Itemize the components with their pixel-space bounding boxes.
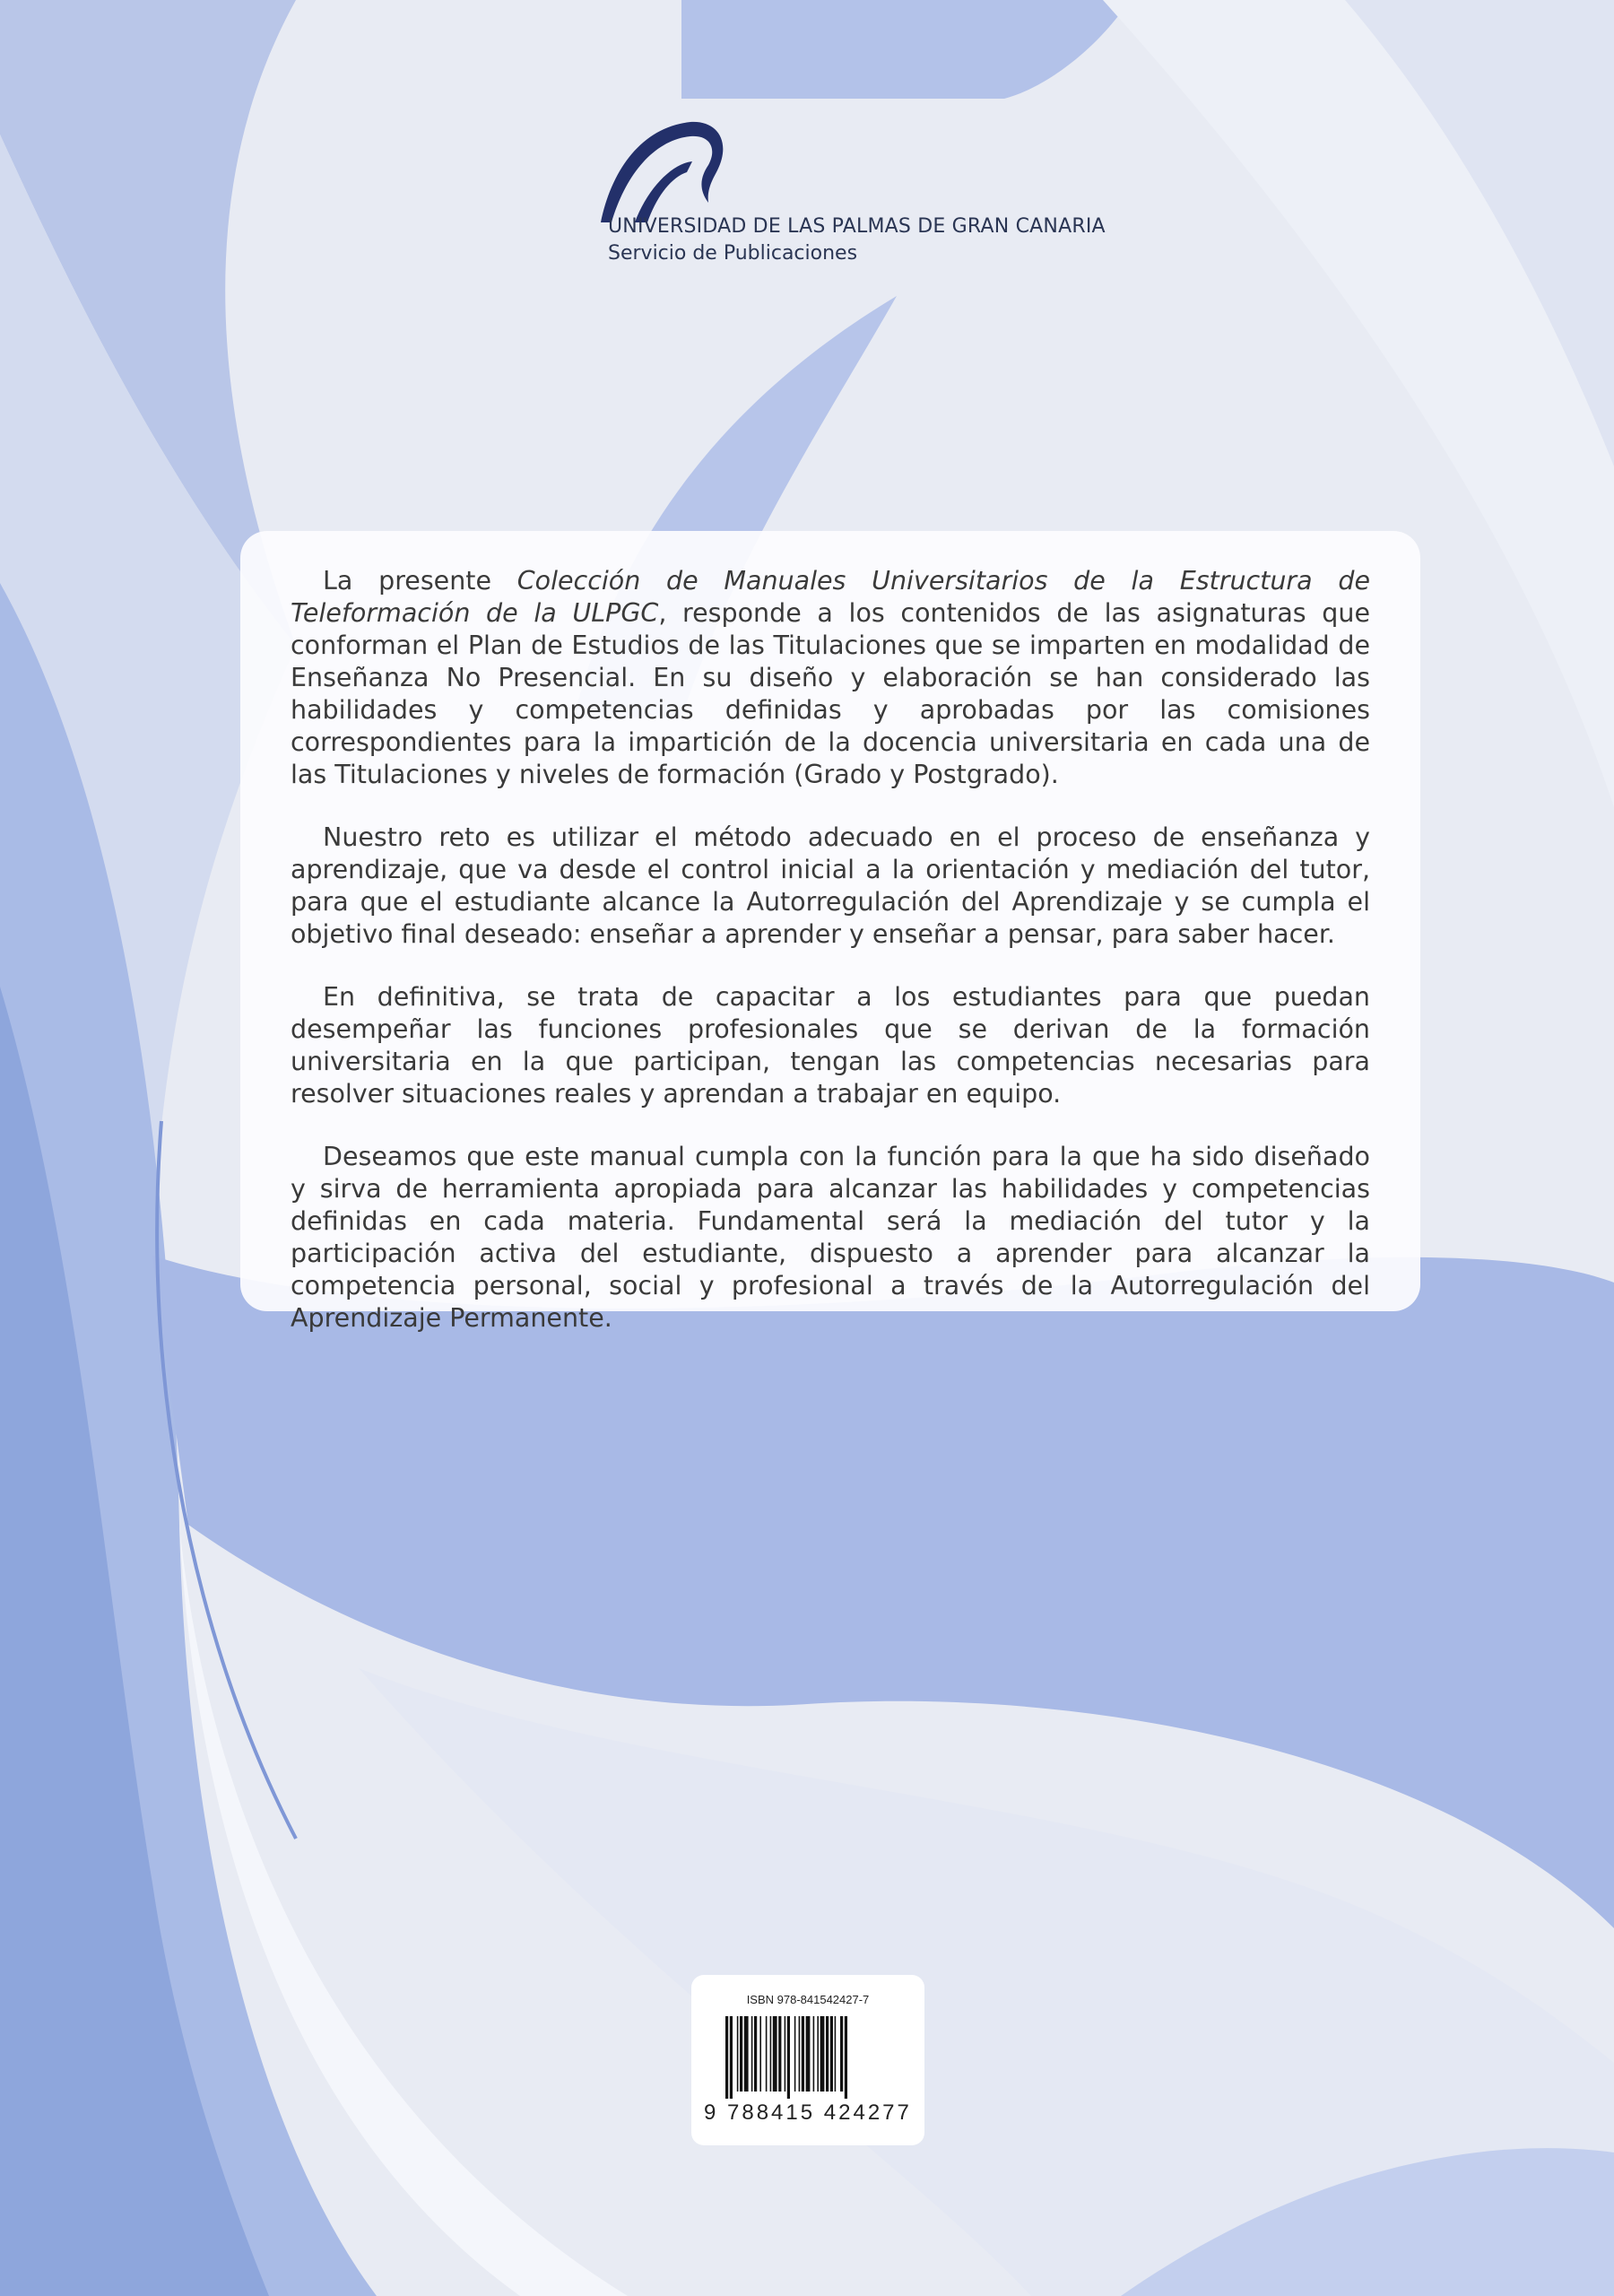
barcode-bar	[806, 2016, 811, 2092]
description-paragraph-3: En definitiva, se trata de capacitar a los estudiantes para que puedan desempeñar las funciones profesionales que se derivan de la formación universitaria en la que participan, tengan las competencias necesarias para resolver situaciones reales y aprendan a trabajar en equipo.	[291, 982, 1370, 1109]
paragraph-1-intro: La presente	[323, 566, 517, 596]
collection-title: Colección de Manuales Universitarios de la Estructura de Teleformación de la ULPGC	[291, 566, 1370, 628]
barcode-bar	[778, 2016, 781, 2092]
barcode-icon	[724, 2016, 912, 2099]
description-paragraph-2: Nuestro reto es utilizar el método adecuado en el proceso de enseñanza y aprendizaje, que va desde el control inicial a la orientación y mediación del tutor, para que el estudiante alcance la Autorregulación del Aprendizaje y se cumpla el objetivo final deseado: enseñar a aprender y enseñar a pensar, para saber hacer.	[291, 822, 1370, 949]
barcode-bar	[773, 2016, 777, 2092]
barcode-bar	[817, 2016, 819, 2092]
barcode-bar	[744, 2016, 749, 2092]
barcode-bar	[820, 2016, 825, 2092]
barcode-bar	[785, 2016, 786, 2092]
barcode-bar	[794, 2016, 796, 2092]
barcode-bar	[740, 2016, 742, 2092]
barcode-bar	[737, 2016, 739, 2092]
barcode-bar	[754, 2016, 757, 2092]
isbn-label: ISBN 978-841542427-7	[746, 1993, 870, 2006]
barcode-bar	[787, 2016, 790, 2099]
barcode-bar	[766, 2016, 768, 2092]
description-paragraph-4: Deseamos que este manual cumpla con la función para la que ha sido diseñado y sirva de herramienta apropiada para alcanzar las habilidades y competencias definidas en cada materia. Fundamental será la mediación del tutor y la participación activa del estudiante, dispuesto a aprender para alcanzar la competencia personal, social y profesional a través de la Autorregulación del Aprendizaje Permanente.	[291, 1142, 1370, 1333]
publisher-logo-block	[592, 117, 1273, 278]
description-paragraph-1	[291, 565, 1370, 791]
barcode-bar	[799, 2016, 801, 2092]
description-panel	[240, 531, 1420, 1333]
barcode-bar	[730, 2016, 733, 2099]
barcode-bar	[813, 2016, 815, 2092]
barcode-bar	[845, 2016, 847, 2099]
ulpgc-logo-icon	[592, 117, 726, 224]
barcode-bar	[725, 2016, 728, 2099]
barcode-digits: 9 788415 424277	[704, 2100, 912, 2125]
barcode-bar	[802, 2016, 804, 2092]
barcode-bar	[751, 2016, 753, 2092]
barcode-bar	[759, 2016, 761, 2092]
paragraph-1-rest: , responde a los contenidos de las asignaturas que conforman el Plan de Estudios de las Titulaciones que se imparten en modalidad de Enseñanza No Presencial. En su diseño y elaboración se han considerado las habilidades y competencias definidas y aprobadas por las comisiones correspondientes para la impartición de la docencia universitaria en cada una de las Titulaciones y niveles de formación (Grado y Postgrado).	[291, 598, 1370, 789]
university-name: UNIVERSIDAD DE LAS PALMAS DE GRAN CANARIA	[608, 215, 1106, 238]
barcode-bar	[840, 2016, 843, 2092]
barcode-bar	[835, 2016, 837, 2092]
publications-service-name: Servicio de Publicaciones	[608, 242, 858, 265]
barcode-bar	[830, 2016, 833, 2092]
barcode-bar	[826, 2016, 829, 2092]
barcode-bar	[770, 2016, 772, 2092]
barcode-box	[691, 1975, 924, 2145]
